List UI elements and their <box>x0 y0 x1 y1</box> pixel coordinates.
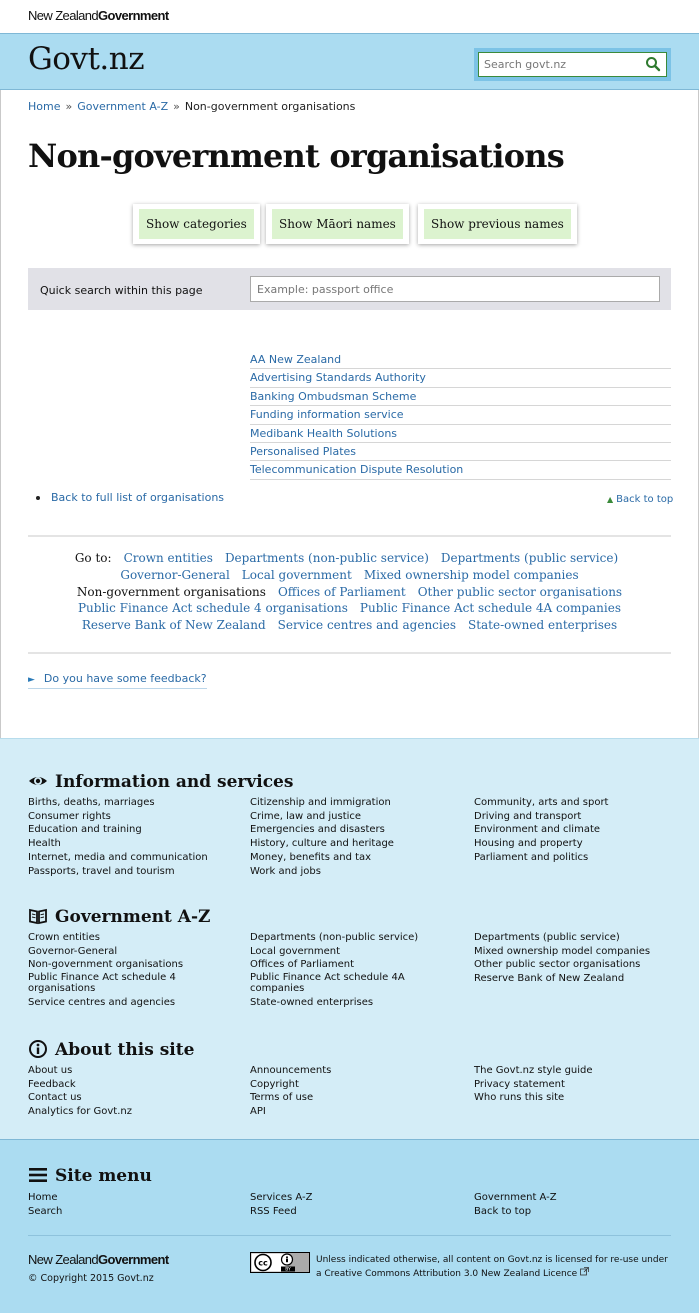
divider <box>28 535 671 537</box>
goto-link[interactable]: Crown entities <box>123 551 213 565</box>
external-link-icon <box>580 1267 589 1276</box>
breadcrumb-home[interactable]: Home <box>28 100 61 113</box>
page-title: Non-government organisations <box>28 137 564 175</box>
footer-link[interactable]: Government A-Z <box>474 1192 557 1203</box>
organisation-link[interactable]: Funding information service <box>250 408 404 422</box>
up-triangle-icon: ▲ <box>607 495 614 504</box>
footer-link[interactable]: Emergencies and disasters <box>250 824 385 836</box>
goto-link[interactable]: Governor-General <box>120 567 230 582</box>
divider <box>28 652 671 654</box>
footer-link[interactable]: State-owned enterprises <box>250 997 374 1009</box>
footer-info-col1 <box>28 796 228 878</box>
cc-badge-text: cc <box>258 1258 268 1268</box>
goto-label: Go to: <box>74 551 112 565</box>
cc-by-text: BY <box>285 1267 291 1273</box>
footer-az-col1 <box>28 931 228 1010</box>
government-bar <box>0 0 699 33</box>
nz-government-logo[interactable]: New ZealandGovernment <box>28 8 169 23</box>
goto-link[interactable]: Offices of Parliament <box>277 584 406 599</box>
footer-link[interactable]: Other public sector organisations <box>474 959 641 971</box>
footer-link[interactable]: Contact us <box>28 1092 82 1104</box>
footer-heading-government-a-z: Government A-Z <box>28 906 210 926</box>
goto-link[interactable]: Reserve Bank of New Zealand <box>81 618 266 633</box>
footer-link[interactable]: Public Finance Act schedule 4 organisations <box>28 972 176 994</box>
organisation-link[interactable]: Telecommunication Dispute Resolution <box>250 463 464 477</box>
list-item <box>250 425 671 443</box>
footer-link[interactable]: Privacy statement <box>474 1078 565 1090</box>
breadcrumb-separator: » <box>65 100 73 113</box>
goto-link[interactable]: Other public sector organisations <box>417 584 623 599</box>
footer-link[interactable]: Education and training <box>28 824 142 836</box>
footer-heading-about: About this site <box>28 1039 194 1059</box>
organisation-link[interactable]: Personalised Plates <box>250 444 357 458</box>
footer-link[interactable]: Offices of Parliament <box>250 959 355 971</box>
goto-row <box>28 617 671 634</box>
footer-link[interactable]: Governor-General <box>28 945 118 957</box>
footer-link[interactable]: Service centres and agencies <box>28 997 176 1009</box>
goto-link[interactable]: Local government <box>241 567 352 582</box>
list-item <box>250 461 671 479</box>
goto-link[interactable]: Public Finance Act schedule 4 organisations <box>77 601 348 616</box>
toggle-buttons <box>0 204 699 246</box>
footer-az-col2 <box>250 931 450 1010</box>
back-to-full-list-link[interactable]: Back to full list of organisations <box>51 491 225 504</box>
quick-search-label: Quick search within this page <box>40 284 203 297</box>
list-item <box>250 351 671 369</box>
search-button[interactable] <box>644 56 662 74</box>
nz-government-logo[interactable]: New ZealandGovernment <box>28 1252 169 1267</box>
magnifier-icon <box>645 56 661 72</box>
footer-link[interactable]: Health <box>28 838 61 850</box>
footer-link[interactable]: Feedback <box>28 1078 76 1090</box>
goto-row <box>28 600 671 617</box>
goto-link[interactable]: State-owned enterprises <box>467 618 618 633</box>
organisation-link[interactable]: Advertising Standards Authority <box>250 371 426 385</box>
search-input[interactable] <box>479 53 637 76</box>
footer-link[interactable]: Home <box>28 1192 58 1203</box>
goto-current: Non-government organisations <box>76 584 266 599</box>
play-arrow-icon: ► <box>28 675 35 685</box>
back-to-top <box>607 494 673 505</box>
search-box <box>478 52 667 77</box>
site-menu-footer <box>0 1139 699 1313</box>
footer-link[interactable]: Passports, travel and tourism <box>28 865 175 877</box>
footer-link[interactable]: Crime, law and justice <box>250 810 362 822</box>
site-title[interactable]: Govt.nz <box>28 41 145 77</box>
footer-heading-site-menu: Site menu <box>28 1165 152 1185</box>
organisation-link[interactable]: Medibank Health Solutions <box>250 426 398 440</box>
feedback-link[interactable]: Do you have some feedback? <box>43 672 207 685</box>
show-previous-names-button[interactable]: Show previous names <box>418 204 577 244</box>
footer-link[interactable]: Crown entities <box>28 932 100 943</box>
footer-about-col3 <box>474 1064 674 1105</box>
footer-link[interactable]: History, culture and heritage <box>250 838 394 850</box>
footer-link[interactable]: Departments (public service) <box>474 932 620 943</box>
footer-heading-information: Information and services <box>28 771 293 791</box>
site-header <box>0 33 699 90</box>
footer-link[interactable]: Local government <box>250 945 341 957</box>
footer-link[interactable]: API <box>250 1106 266 1118</box>
footer-link[interactable]: Environment and climate <box>474 824 601 836</box>
goto-row <box>28 567 671 584</box>
goto-link[interactable]: Public Finance Act schedule 4A companies <box>359 601 621 616</box>
list-item <box>250 443 671 461</box>
goto-row <box>28 584 671 601</box>
goto-link[interactable]: Service centres and agencies <box>277 618 456 633</box>
organisation-list <box>250 351 671 480</box>
show-maori-names-button[interactable]: Show Māori names <box>266 204 409 244</box>
footer-link[interactable]: Internet, media and communication <box>28 851 208 863</box>
footer-link[interactable]: Reserve Bank of New Zealand <box>474 973 625 985</box>
footer-about-col2 <box>250 1064 450 1119</box>
footer-link[interactable]: Mixed ownership model companies <box>474 945 651 957</box>
footer-link[interactable]: The Govt.nz style guide <box>474 1065 593 1076</box>
list-item <box>250 406 671 424</box>
book-icon <box>28 906 48 926</box>
licence-text: Unless indicated otherwise, all content on Govt.nz is licensed for re-use under a Creative Commons Attribution 3.0 New Zealand Licence <box>316 1255 668 1279</box>
breadcrumb-separator: » <box>173 100 180 113</box>
goto-link[interactable]: Departments (public service) <box>440 551 619 565</box>
footer-link[interactable]: Non-government organisations <box>28 959 184 971</box>
list-item <box>250 369 671 387</box>
licence-link[interactable]: Creative Commons Attribution 3.0 New Zealand Licence <box>324 1269 578 1279</box>
hamburger-icon <box>28 1165 48 1185</box>
back-to-top-link[interactable]: Back to top <box>616 494 674 505</box>
footer-link[interactable]: Terms of use <box>250 1092 314 1104</box>
breadcrumb <box>28 100 355 113</box>
footer-link[interactable]: Money, benefits and tax <box>250 851 372 863</box>
footer-link[interactable]: RSS Feed <box>250 1205 297 1217</box>
footer-link[interactable]: Who runs this site <box>474 1092 565 1104</box>
footer-link[interactable]: Back to top <box>474 1205 532 1217</box>
footer-link[interactable]: Housing and property <box>474 838 583 850</box>
quick-search-panel <box>28 268 671 310</box>
footer-link[interactable]: Births, deaths, marriages <box>28 797 155 808</box>
footer-link[interactable]: Parliament and politics <box>474 851 589 863</box>
footer-link[interactable]: Community, arts and sport <box>474 797 609 808</box>
footer-link[interactable]: Consumer rights <box>28 810 111 822</box>
footer-link[interactable]: Departments (non-public service) <box>250 932 419 943</box>
goto-link[interactable]: Mixed ownership model companies <box>363 567 579 582</box>
footer-link[interactable]: About us <box>28 1065 73 1076</box>
footer-link[interactable]: Public Finance Act schedule 4A companies <box>250 972 405 994</box>
goto-row <box>28 550 671 567</box>
goto-link[interactable]: Departments (non-public service) <box>224 551 429 565</box>
copyright-text: © Copyright 2015 Govt.nz <box>28 1273 154 1284</box>
footer-link[interactable]: Analytics for Govt.nz <box>28 1106 132 1118</box>
footer-info-col3 <box>474 796 674 865</box>
list-item <box>250 388 671 406</box>
footer-link[interactable]: Work and jobs <box>250 865 321 877</box>
footer-about-col1 <box>28 1064 228 1119</box>
footer-az-col3 <box>474 931 674 986</box>
footer-link[interactable]: Announcements <box>250 1065 332 1076</box>
divider <box>28 1235 671 1236</box>
footer-site-menu-col2 <box>250 1191 450 1218</box>
footer-link[interactable]: Driving and transport <box>474 810 582 822</box>
search-container <box>474 48 671 81</box>
footer-link[interactable]: Search <box>28 1205 63 1217</box>
breadcrumb-current: Non-government organisations <box>184 100 356 113</box>
footer-link[interactable]: Citizenship and immigration <box>250 797 391 808</box>
quick-search-input[interactable] <box>250 276 660 302</box>
footer-site-menu-col3 <box>474 1191 674 1218</box>
feedback-toggle[interactable] <box>28 672 207 689</box>
creative-commons-badge-icon[interactable] <box>250 1252 310 1273</box>
show-categories-button[interactable]: Show categories <box>133 204 260 244</box>
footer-info-col2 <box>250 796 450 878</box>
organisation-link[interactable]: Banking Ombudsman Scheme <box>250 389 417 403</box>
footer-link[interactable]: Services A-Z <box>250 1192 313 1203</box>
footer-site-menu-col1 <box>28 1191 228 1218</box>
goto-navigation <box>28 550 671 634</box>
footer-link[interactable]: Copyright <box>250 1078 299 1090</box>
back-to-full-list <box>36 491 224 504</box>
breadcrumb-government-a-z[interactable]: Government A-Z <box>77 100 169 113</box>
bullet-icon <box>36 496 40 500</box>
footer <box>0 738 699 1139</box>
info-icon <box>28 1039 48 1059</box>
organisation-link[interactable]: AA New Zealand <box>250 353 342 366</box>
eye-icon <box>28 771 48 791</box>
